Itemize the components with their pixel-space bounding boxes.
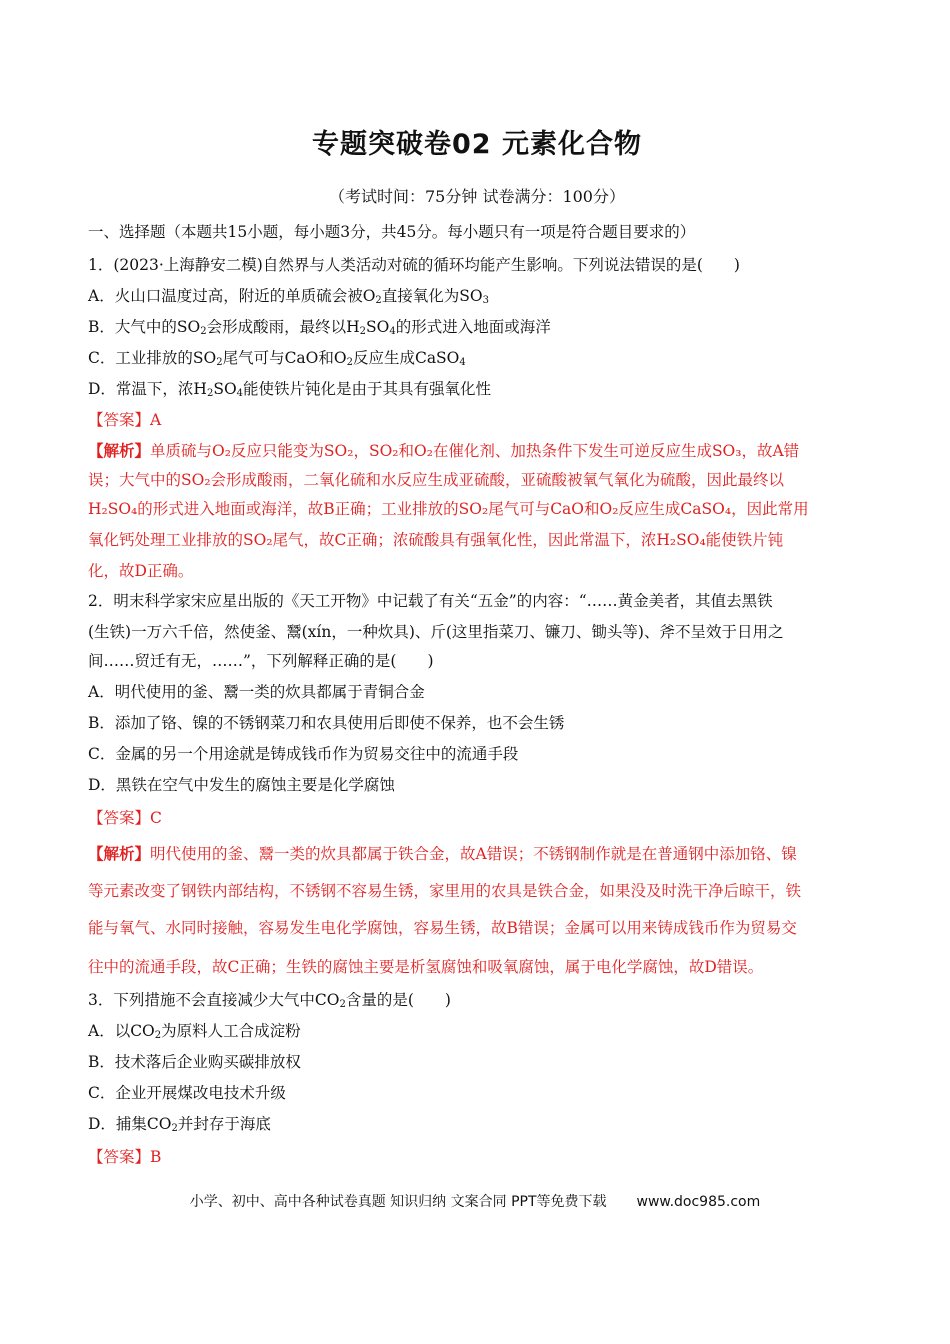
question-1-explanation-line: 【解析】单质硫与O₂反应只能变为SO₂，SO₂和O₂在催化剂、加热条件下发生可逆反应生成SO₃，故A错 xyxy=(88,441,800,460)
question-1-explanation-line: H₂SO₄的形式进入地面或海洋，故B正确；工业排放的SO₂尾气可与CaO和O₂反应生成CaSO₄，因此常用 xyxy=(88,500,809,518)
question-3-option-c: C．企业开展煤改电技术升级 xyxy=(88,1084,286,1102)
question-2-explanation-line: 【解析】明代使用的釜、鬵一类的炊具都属于铁合金，故A错误；不锈钢制作就是在普通钢中添加铬、镍 xyxy=(88,844,797,863)
question-1-option-b: B．大气中的$SO_2$会形成酸雨，最终以$H_2SO_4$的形式进入地面或海洋 xyxy=(88,318,551,337)
question-1-option-c: C．工业排放的$SO_2$尾气可与CaO和$O_2$反应生成CaSO$_4$ xyxy=(88,349,466,368)
question-3-answer: 【答案】B xyxy=(88,1148,162,1166)
footer-text: 小学、初中、高中各种试卷真题 知识归纳 文案合同 PPT等免费下载 xyxy=(189,1194,607,1210)
question-3-stem: 3．下列措施不会直接减少大气中$CO_2$含量的是( ) xyxy=(88,991,451,1010)
question-2-answer: 【答案】C xyxy=(88,809,162,827)
question-2-option-a: A．明代使用的釜、鬵一类的炊具都属于青铜合金 xyxy=(88,683,425,701)
question-1-explanation-line: 误；大气中的SO₂会形成酸雨，二氧化硫和水反应生成亚硫酸，亚硫酸被氧气氧化为硫酸，因此最终以 xyxy=(88,471,785,489)
page-footer xyxy=(0,1191,950,1211)
question-1-explanation-line: 氧化钙处理工业排放的SO₂尾气，故C正确；浓硫酸具有强氧化性，因此常温下，浓H₂SO₄能使铁片钝 xyxy=(88,531,784,549)
question-2-stem: (生铁)一万六千倍，然使釜、鬵(xín，一种炊具)、斤(这里指菜刀、镰刀、锄头等)、斧不呈效于日用之 xyxy=(88,623,784,641)
question-1-stem: 1．(2023·上海静安二模)自然界与人类活动对硫的循环均能产生影响。下列说法错误的是( ) xyxy=(88,256,740,274)
question-1-option-d: D．常温下，浓$H_2SO_4$能使铁片钝化是由于其具有强氧化性 xyxy=(88,380,492,399)
question-1-option-a: A．火山口温度过高，附近的单质硫会被$O_2$直接氧化为$SO_3$ xyxy=(88,287,489,306)
exam-info: （考试时间：75分钟 试卷满分：100分） xyxy=(329,187,625,206)
question-3-option-b: B．技术落后企业购买碳排放权 xyxy=(88,1053,301,1071)
question-2-option-d: D．黑铁在空气中发生的腐蚀主要是化学腐蚀 xyxy=(88,776,395,794)
footer-url[interactable]: www.doc985.com xyxy=(636,1194,761,1210)
question-1-answer: 【答案】A xyxy=(88,411,162,429)
page-title: 专题突破卷02 元素化合物 xyxy=(312,129,642,160)
question-2-option-b: B．添加了铬、镍的不锈钢菜刀和农具使用后即使不保养，也不会生锈 xyxy=(88,714,565,732)
question-2-stem: 间……贸迁有无，……”，下列解释正确的是( ) xyxy=(88,652,434,670)
question-2-explanation-line: 等元素改变了钢铁内部结构，不锈钢不容易生锈，家里用的农具是铁合金，如果没及时洗干净后晾干，铁 xyxy=(88,882,802,900)
section-heading: 一、选择题（本题共15小题，每小题3分，共45分。每小题只有一项是符合题目要求的） xyxy=(88,223,696,241)
question-1-explanation-line: 化，故D正确。 xyxy=(88,562,194,580)
question-2-explanation-line: 能与氧气、水同时接触，容易发生电化学腐蚀，容易生锈，故B错误；金属可以用来铸成钱币作为贸易交 xyxy=(88,919,797,937)
question-3-option-d: D．捕集$CO_2$并封存于海底 xyxy=(88,1115,271,1134)
question-3-option-a: A．以$CO_2$为原料人工合成淀粉 xyxy=(88,1022,301,1041)
question-2-stem: 2．明末科学家宋应星出版的《天工开物》中记载了有关“五金”的内容：“……黄金美者，其值去黑铁 xyxy=(88,592,773,610)
question-2-explanation-line: 往中的流通手段，故C正确；生铁的腐蚀主要是析氢腐蚀和吸氧腐蚀，属于电化学腐蚀，故D错误。 xyxy=(88,958,764,976)
question-2-option-c: C．金属的另一个用途就是铸成钱币作为贸易交往中的流通手段 xyxy=(88,745,519,763)
